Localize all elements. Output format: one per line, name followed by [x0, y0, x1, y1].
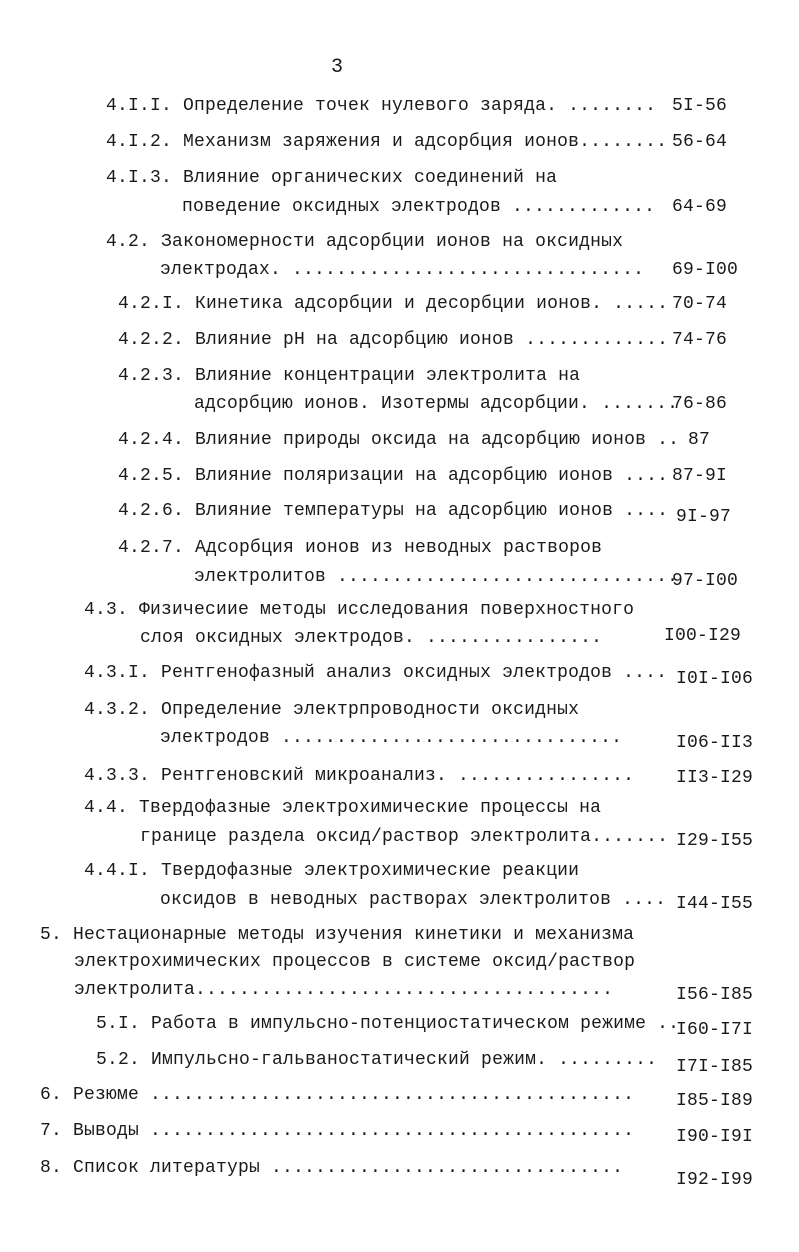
toc-entry-pages: 5I-56 — [672, 96, 728, 116]
toc-entry-continuation: границе раздела оксид/раствор электролита....... — [140, 827, 669, 847]
toc-entry-title: 4.2.3. Влияние концентрации электролита на — [118, 366, 581, 386]
toc-entry-pages: I60-I7I — [676, 1020, 754, 1040]
toc-entry-title: 4.2.6. Влияние температуры на адсорбцию ионов .... — [118, 501, 669, 521]
toc-entry-title: 8. Список литературы ................................ — [40, 1158, 624, 1178]
toc-entry-pages: I90-I9I — [676, 1127, 754, 1147]
toc-entry-pages: 70-74 — [672, 294, 728, 314]
toc-entry-continuation: электролита...................................... — [74, 980, 614, 1000]
toc-entry-continuation: слоя оксидных электродов. ................ — [140, 628, 603, 648]
toc-entry-title: 4.2.2. Влияние рН на адсорбцию ионов ............. — [118, 330, 669, 350]
toc-entry-pages: 74-76 — [672, 330, 728, 350]
toc-entry-pages: I29-I55 — [676, 831, 754, 851]
toc-entry-pages: 97-I00 — [672, 571, 739, 591]
toc-entry-title: 7. Выводы ............................................ — [40, 1121, 635, 1141]
toc-entry-pages: 87 — [688, 430, 711, 450]
toc-entry-pages: I85-I89 — [676, 1091, 754, 1111]
toc-entry-continuation: электрохимических процессов в системе оксид/раствор — [74, 952, 636, 972]
toc-entry-pages: I00-I29 — [664, 626, 742, 646]
toc-entry-title: 4.2.5. Влияние поляризации на адсорбцию ионов .... — [118, 466, 669, 486]
toc-entry-pages: 9I-97 — [676, 507, 732, 527]
toc-entry-pages: I0I-I06 — [676, 669, 754, 689]
toc-entry-continuation: поведение оксидных электродов ............. — [182, 197, 656, 217]
toc-entry-pages: 56-64 — [672, 132, 728, 152]
toc-entry-title: 5.I. Работа в импульсно-потенциостатическом режиме .. — [96, 1014, 680, 1034]
toc-entry-title: 4.4.I. Твердофазные электрохимические реакции — [84, 861, 580, 881]
toc-entry-pages: I92-I99 — [676, 1170, 754, 1190]
toc-entry-continuation: адсорбцию ионов. Изотермы адсорбции. ....... — [194, 394, 679, 414]
toc-entry-title: 4.I.3. Влияние органических соединений на — [106, 168, 558, 188]
toc-entry-title: 4.3.I. Рентгенофазный анализ оксидных электродов .... — [84, 663, 668, 683]
toc-entry-pages: 76-86 — [672, 394, 728, 414]
toc-entry-pages: 69-I00 — [672, 260, 739, 280]
toc-entry-title: 4.3.2. Определение электрпроводности оксидных — [84, 700, 580, 720]
toc-entry-title: 4.2. Закономерности адсорбции ионов на оксидных — [106, 232, 624, 252]
toc-entry-title: 4.2.I. Кинетика адсорбции и десорбции ионов. ..... — [118, 294, 669, 314]
toc-entry-title: 4.4. Твердофазные электрохимические процессы на — [84, 798, 602, 818]
toc-entry-pages: 87-9I — [672, 466, 728, 486]
toc-entry-pages: I56-I85 — [676, 985, 754, 1005]
toc-entry-continuation: оксидов в неводных растворах электролитов .... — [160, 890, 667, 910]
toc-entry-continuation: электролитов ............................... — [194, 567, 679, 587]
toc-entry-pages: II3-I29 — [676, 768, 754, 788]
toc-entry-title: 5. Нестационарные методы изучения кинетики и механизма — [40, 925, 635, 945]
toc-entry-title: 4.I.2. Механизм заряжения и адсорбция ионов........ — [106, 132, 668, 152]
toc-entry-continuation: электродов ............................... — [160, 728, 623, 748]
toc-entry-title: 4.2.7. Адсорбция ионов из неводных растворов — [118, 538, 603, 558]
toc-entry-title: 4.3.3. Рентгеновский микроанализ. ................ — [84, 766, 635, 786]
toc-entry-pages: I06-II3 — [676, 733, 754, 753]
toc-entry-pages: 64-69 — [672, 197, 728, 217]
toc-entry-title: 4.3. Физичесиие методы исследования поверхностного — [84, 600, 635, 620]
toc-entry-title: 5.2. Импульсно-гальваностатический режим. ......... — [96, 1050, 658, 1070]
toc-entry-title: 4.2.4. Влияние природы оксида на адсорбцию ионов .. — [118, 430, 680, 450]
toc-entry-title: 6. Резюме ............................................ — [40, 1085, 635, 1105]
toc-entry-pages: I7I-I85 — [676, 1057, 754, 1077]
toc-entry-continuation: электродах. ................................ — [160, 260, 645, 280]
page-number: 3 — [331, 56, 344, 79]
toc-entry-title: 4.I.I. Определение точек нулевого заряда. ........ — [106, 96, 657, 116]
toc-entry-pages: I44-I55 — [676, 894, 754, 914]
